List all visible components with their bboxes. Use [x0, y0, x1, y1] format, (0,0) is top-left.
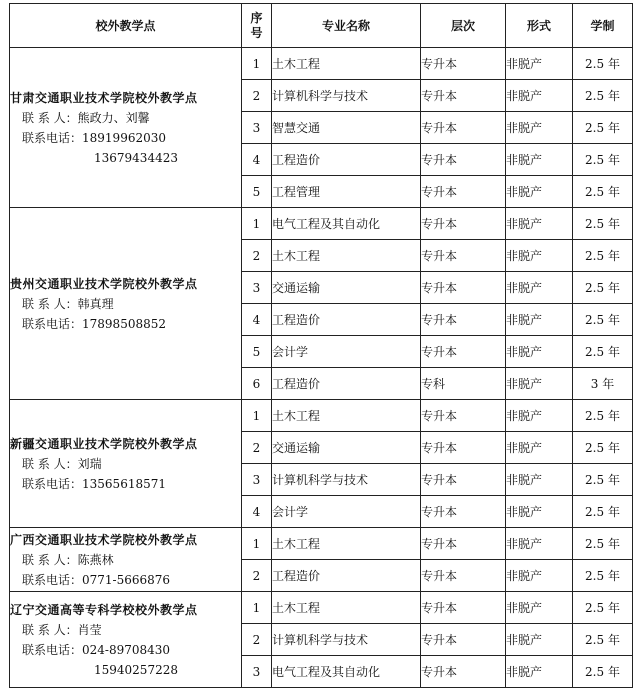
phone-label: 联系电话： — [22, 572, 83, 587]
major-name: 土木工程 — [272, 400, 421, 432]
major-name: 电气工程及其自动化 — [272, 656, 421, 688]
duration: 2.5 年 — [573, 304, 633, 336]
duration: 2.5 年 — [573, 496, 633, 528]
study-level: 专升本 — [421, 656, 506, 688]
table-row — [10, 208, 633, 240]
site-name: 广西交通职业技术学院校外教学点 — [10, 532, 198, 547]
duration: 2.5 年 — [573, 240, 633, 272]
study-level: 专升本 — [421, 304, 506, 336]
table-row — [10, 400, 633, 432]
study-level: 专升本 — [421, 592, 506, 624]
major-name: 交通运输 — [272, 272, 421, 304]
header-seq — [242, 4, 272, 48]
phone-line — [10, 474, 241, 494]
phone-number: 0771-5666876 — [82, 572, 171, 587]
site-name: 新疆交通职业技术学院校外教学点 — [10, 436, 198, 451]
header-seq-bottom: 号 — [250, 25, 263, 40]
duration: 2.5 年 — [573, 144, 633, 176]
major-name: 会计学 — [272, 496, 421, 528]
duration: 2.5 年 — [573, 208, 633, 240]
duration: 2.5 年 — [573, 592, 633, 624]
study-form: 非脱产 — [506, 592, 573, 624]
row-number: 5 — [242, 336, 272, 368]
study-level: 专升本 — [421, 176, 506, 208]
major-name: 工程造价 — [272, 560, 421, 592]
study-form: 非脱产 — [506, 240, 573, 272]
phone-number: 024-89708430 — [82, 642, 171, 657]
site-name: 辽宁交通高等专科学校校外教学点 — [10, 602, 198, 617]
site-info — [10, 208, 242, 400]
study-level: 专升本 — [421, 496, 506, 528]
phone-number: 13565618571 — [82, 476, 166, 491]
major-name: 土木工程 — [272, 528, 421, 560]
row-number: 5 — [242, 176, 272, 208]
major-name: 土木工程 — [272, 240, 421, 272]
study-level: 专升本 — [421, 560, 506, 592]
contact-line — [10, 620, 241, 640]
major-name: 智慧交通 — [272, 112, 421, 144]
study-form: 非脱产 — [506, 560, 573, 592]
row-number: 4 — [242, 496, 272, 528]
study-level: 专升本 — [421, 272, 506, 304]
row-number: 1 — [242, 48, 272, 80]
contact-name: 韩真理 — [77, 296, 114, 311]
site-name: 甘肃交通职业技术学院校外教学点 — [10, 90, 198, 105]
table-row — [10, 592, 633, 624]
contact-line — [10, 108, 241, 128]
duration: 2.5 年 — [573, 336, 633, 368]
contact-label: 联 系 人： — [22, 296, 78, 311]
duration: 3 年 — [573, 368, 633, 400]
site-info — [10, 48, 242, 208]
study-form: 非脱产 — [506, 368, 573, 400]
major-name: 土木工程 — [272, 592, 421, 624]
row-number: 4 — [242, 144, 272, 176]
major-name: 会计学 — [272, 336, 421, 368]
contact-name: 肖莹 — [77, 622, 102, 637]
header-form: 形式 — [506, 4, 573, 48]
study-form: 非脱产 — [506, 112, 573, 144]
row-number: 2 — [242, 624, 272, 656]
major-name: 工程造价 — [272, 368, 421, 400]
phone-line — [10, 148, 241, 168]
phone-line — [10, 660, 241, 680]
contact-label: 联 系 人： — [22, 622, 78, 637]
study-level: 专升本 — [421, 624, 506, 656]
contact-line — [10, 454, 241, 474]
row-number: 2 — [242, 240, 272, 272]
study-form: 非脱产 — [506, 80, 573, 112]
study-form: 非脱产 — [506, 272, 573, 304]
duration: 2.5 年 — [573, 176, 633, 208]
study-level: 专升本 — [421, 432, 506, 464]
header-major: 专业名称 — [272, 4, 421, 48]
study-level: 专升本 — [421, 336, 506, 368]
duration: 2.5 年 — [573, 624, 633, 656]
duration: 2.5 年 — [573, 528, 633, 560]
phone-label: 联系电话： — [22, 642, 83, 657]
study-level: 专升本 — [421, 464, 506, 496]
phone-line — [10, 570, 241, 590]
duration: 2.5 年 — [573, 48, 633, 80]
study-level: 专升本 — [421, 48, 506, 80]
study-level: 专升本 — [421, 112, 506, 144]
contact-label: 联 系 人： — [22, 110, 78, 125]
row-number: 3 — [242, 656, 272, 688]
phone-line — [10, 314, 241, 334]
study-form: 非脱产 — [506, 336, 573, 368]
study-level: 专升本 — [421, 208, 506, 240]
row-number: 1 — [242, 592, 272, 624]
row-number: 3 — [242, 464, 272, 496]
site-info — [10, 400, 242, 528]
row-number: 6 — [242, 368, 272, 400]
study-form: 非脱产 — [506, 496, 573, 528]
phone-number: 17898508852 — [82, 316, 166, 331]
study-form: 非脱产 — [506, 144, 573, 176]
study-form: 非脱产 — [506, 656, 573, 688]
phone-line — [10, 640, 241, 660]
header-duration: 学制 — [573, 4, 633, 48]
study-form: 非脱产 — [506, 528, 573, 560]
row-number: 2 — [242, 80, 272, 112]
duration: 2.5 年 — [573, 656, 633, 688]
table-row — [10, 528, 633, 560]
duration: 2.5 年 — [573, 464, 633, 496]
phone-label: 联系电话： — [22, 316, 83, 331]
row-number: 1 — [242, 400, 272, 432]
contact-name: 刘瑞 — [77, 456, 102, 471]
major-name: 工程造价 — [272, 144, 421, 176]
site-info — [10, 592, 242, 688]
duration: 2.5 年 — [573, 80, 633, 112]
site-name: 贵州交通职业技术学院校外教学点 — [10, 276, 198, 291]
contact-line — [10, 294, 241, 314]
study-form: 非脱产 — [506, 48, 573, 80]
study-level: 专升本 — [421, 144, 506, 176]
site-info — [10, 528, 242, 592]
study-form: 非脱产 — [506, 304, 573, 336]
major-name: 电气工程及其自动化 — [272, 208, 421, 240]
row-number: 2 — [242, 560, 272, 592]
row-number: 3 — [242, 112, 272, 144]
header-row — [10, 4, 633, 48]
phone-label: 联系电话： — [22, 476, 83, 491]
table-row — [10, 48, 633, 80]
study-form: 非脱产 — [506, 432, 573, 464]
study-level: 专升本 — [421, 528, 506, 560]
major-name: 工程造价 — [272, 304, 421, 336]
major-name: 交通运输 — [272, 432, 421, 464]
row-number: 1 — [242, 528, 272, 560]
study-form: 非脱产 — [506, 400, 573, 432]
header-seq-top: 序 — [250, 10, 263, 25]
duration: 2.5 年 — [573, 272, 633, 304]
duration: 2.5 年 — [573, 112, 633, 144]
study-level: 专科 — [421, 368, 506, 400]
header-level: 层次 — [421, 4, 506, 48]
row-number: 4 — [242, 304, 272, 336]
study-level: 专升本 — [421, 400, 506, 432]
row-number: 3 — [242, 272, 272, 304]
contact-name: 陈燕林 — [77, 552, 114, 567]
phone-line — [10, 128, 241, 148]
major-name: 计算机科学与技术 — [272, 80, 421, 112]
study-form: 非脱产 — [506, 624, 573, 656]
contact-name: 熊政力、刘馨 — [77, 110, 150, 125]
contact-label: 联 系 人： — [22, 552, 78, 567]
contact-line — [10, 550, 241, 570]
major-name: 工程管理 — [272, 176, 421, 208]
contact-label: 联 系 人： — [22, 456, 78, 471]
study-form: 非脱产 — [506, 464, 573, 496]
duration: 2.5 年 — [573, 432, 633, 464]
phone-label: 联系电话： — [22, 130, 83, 145]
phone-number: 15940257228 — [94, 662, 178, 677]
duration: 2.5 年 — [573, 560, 633, 592]
study-level: 专升本 — [421, 80, 506, 112]
major-name: 土木工程 — [272, 48, 421, 80]
study-form: 非脱产 — [506, 176, 573, 208]
major-name: 计算机科学与技术 — [272, 624, 421, 656]
header-site: 校外教学点 — [10, 4, 242, 48]
phone-number: 13679434423 — [94, 150, 178, 165]
row-number: 1 — [242, 208, 272, 240]
duration: 2.5 年 — [573, 400, 633, 432]
major-name: 计算机科学与技术 — [272, 464, 421, 496]
teaching-sites-table — [9, 3, 633, 688]
row-number: 2 — [242, 432, 272, 464]
study-form: 非脱产 — [506, 208, 573, 240]
phone-number: 18919962030 — [82, 130, 166, 145]
study-level: 专升本 — [421, 240, 506, 272]
